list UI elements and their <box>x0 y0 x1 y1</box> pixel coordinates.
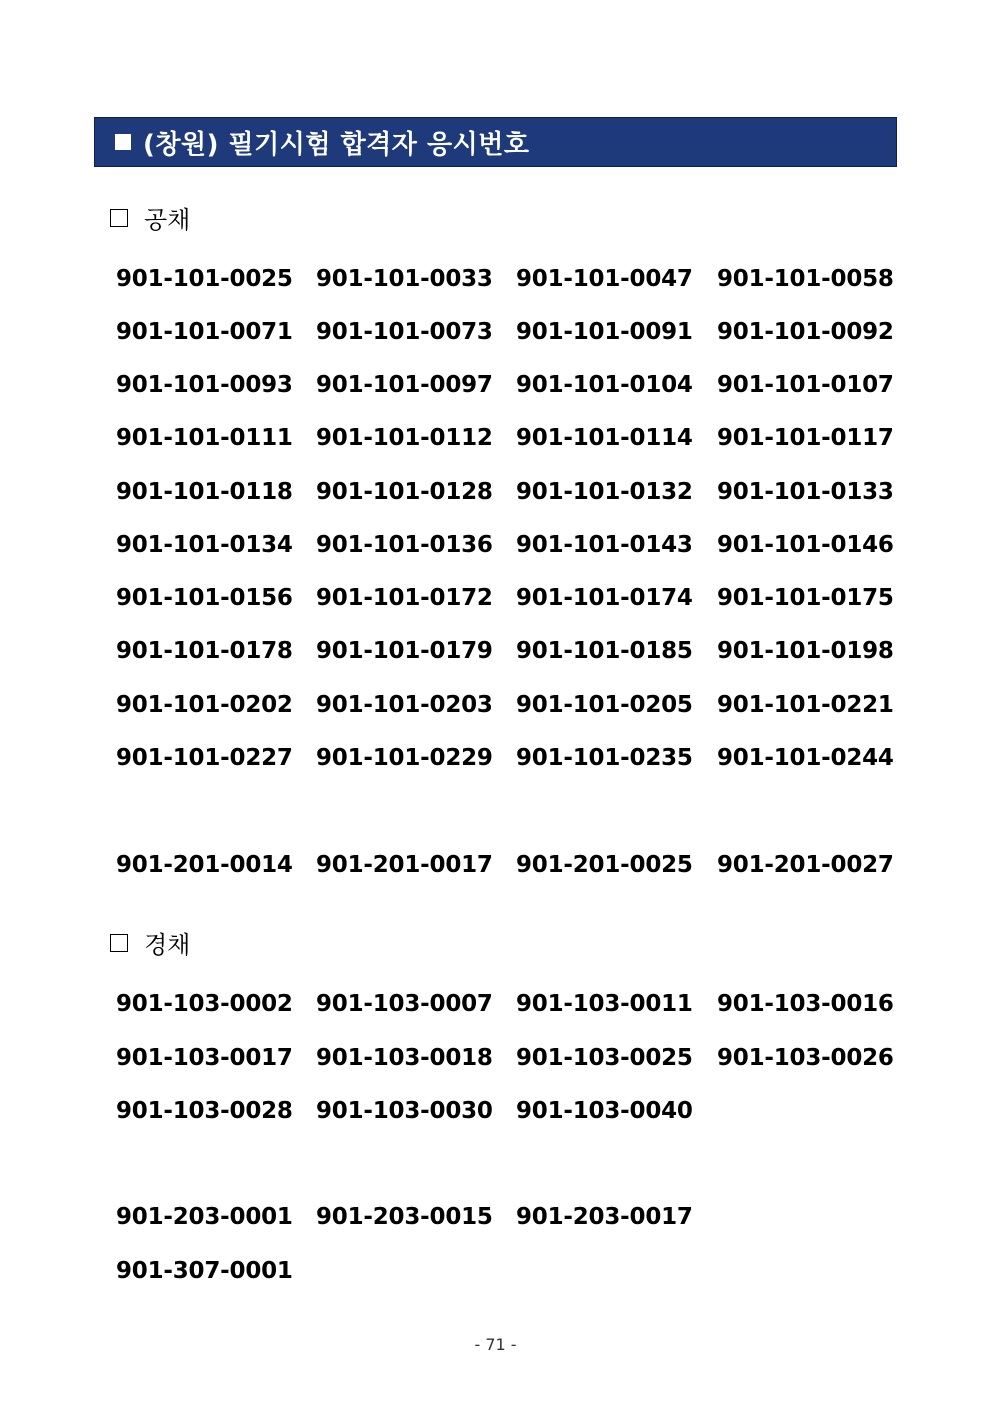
exam-number: 901-101-0203 <box>316 692 493 718</box>
exam-number: 901-103-0017 <box>116 1045 293 1071</box>
exam-number: 901-103-0016 <box>717 991 894 1017</box>
exam-number: 901-101-0134 <box>116 532 293 558</box>
exam-number: 901-103-0011 <box>516 991 693 1017</box>
exam-number: 901-103-0028 <box>116 1098 293 1124</box>
exam-number: 901-101-0179 <box>316 638 493 664</box>
exam-number: 901-101-0136 <box>316 532 493 558</box>
exam-number: 901-307-0001 <box>116 1258 293 1284</box>
exam-number: 901-101-0033 <box>316 266 493 292</box>
exam-number: 901-101-0111 <box>116 425 293 451</box>
exam-number: 901-101-0156 <box>116 585 293 611</box>
exam-number: 901-101-0175 <box>717 585 894 611</box>
exam-number: 901-101-0205 <box>516 692 693 718</box>
exam-number: 901-101-0047 <box>516 266 693 292</box>
exam-number: 901-101-0118 <box>116 479 293 505</box>
checkbox-square-icon <box>110 209 128 227</box>
exam-number: 901-101-0143 <box>516 532 693 558</box>
exam-number: 901-203-0017 <box>516 1204 693 1230</box>
checkbox-square-icon <box>110 934 128 952</box>
exam-number: 901-101-0112 <box>316 425 493 451</box>
exam-number: 901-203-0001 <box>116 1204 293 1230</box>
exam-number: 901-101-0244 <box>717 745 894 771</box>
exam-number: 901-101-0107 <box>717 372 894 398</box>
page-number: - 71 - <box>474 1335 517 1354</box>
exam-number: 901-101-0235 <box>516 745 693 771</box>
exam-number: 901-203-0015 <box>316 1204 493 1230</box>
exam-number: 901-101-0146 <box>717 532 894 558</box>
square-bullet-icon <box>115 134 131 150</box>
exam-number: 901-101-0025 <box>116 266 293 292</box>
exam-number: 901-201-0014 <box>116 852 293 878</box>
exam-number: 901-101-0097 <box>316 372 493 398</box>
exam-number: 901-103-0026 <box>717 1045 894 1071</box>
exam-number: 901-101-0172 <box>316 585 493 611</box>
exam-number: 901-101-0227 <box>116 745 293 771</box>
exam-number: 901-101-0174 <box>516 585 693 611</box>
exam-number: 901-101-0092 <box>717 319 894 345</box>
page-title: (창원) 필기시험 합격자 응시번호 <box>143 129 530 160</box>
exam-number: 901-101-0058 <box>717 266 894 292</box>
exam-number: 901-101-0133 <box>717 479 894 505</box>
section-header-gongchae <box>110 200 190 235</box>
exam-number: 901-101-0128 <box>316 479 493 505</box>
exam-number: 901-201-0025 <box>516 852 693 878</box>
section-label: 공채 <box>144 206 191 234</box>
section-title-bar <box>94 117 897 167</box>
exam-number: 901-101-0114 <box>516 425 693 451</box>
exam-number: 901-101-0093 <box>116 372 293 398</box>
exam-number: 901-201-0017 <box>316 852 493 878</box>
exam-number: 901-103-0040 <box>516 1098 693 1124</box>
exam-number: 901-101-0202 <box>116 692 293 718</box>
exam-number: 901-101-0117 <box>717 425 894 451</box>
exam-number: 901-101-0071 <box>116 319 293 345</box>
exam-number: 901-101-0229 <box>316 745 493 771</box>
exam-number: 901-101-0185 <box>516 638 693 664</box>
exam-number: 901-101-0104 <box>516 372 693 398</box>
exam-number: 901-101-0073 <box>316 319 493 345</box>
exam-number: 901-101-0178 <box>116 638 293 664</box>
exam-number: 901-101-0198 <box>717 638 894 664</box>
exam-number: 901-201-0027 <box>717 852 894 878</box>
exam-number: 901-103-0018 <box>316 1045 493 1071</box>
exam-number: 901-103-0030 <box>316 1098 493 1124</box>
exam-number: 901-101-0091 <box>516 319 693 345</box>
exam-number: 901-103-0007 <box>316 991 493 1017</box>
exam-number: 901-103-0002 <box>116 991 293 1017</box>
section-header-gyeongchae <box>110 925 190 960</box>
exam-number: 901-101-0132 <box>516 479 693 505</box>
exam-number: 901-101-0221 <box>717 692 894 718</box>
exam-number: 901-103-0025 <box>516 1045 693 1071</box>
section-label: 경채 <box>144 931 191 959</box>
